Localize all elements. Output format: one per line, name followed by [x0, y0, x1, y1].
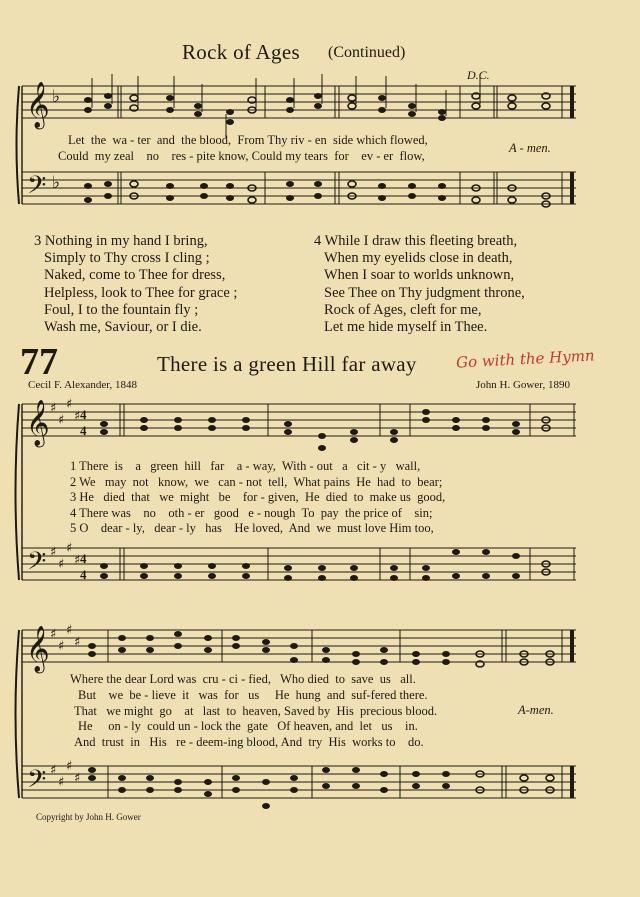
hymn-author: Cecil F. Alexander, 1848	[28, 379, 137, 391]
svg-text:♯: ♯	[66, 759, 73, 774]
verse-4: 4 While I draw this fleeting breath, When my eyelids close in death, When I soar to worlds unknown, See Thee on Thy judgment throne, Rock of Ages, cleft for me, Let me hide myself in Thee.	[314, 233, 525, 336]
svg-text:𝄢: 𝄢	[27, 547, 47, 582]
stanza-1-line-b: Where the dear Lord was cru - ci - fied, Who died to save us all.	[70, 672, 416, 686]
rock-bass-notes	[84, 181, 550, 207]
svg-text:♭: ♭	[52, 173, 61, 193]
hymn-title: There is a green Hill far away	[157, 352, 417, 376]
stanza-5-line-a: 5 O dear - ly, dear - ly has He loved, And we must love Him too,	[70, 521, 434, 536]
rock-continued: (Continued)	[328, 44, 406, 61]
rock-treble-stems	[92, 74, 480, 138]
rock-bass-clef: 𝄢	[27, 171, 47, 206]
svg-text:♯: ♯	[66, 541, 73, 556]
stanza-3-line-b: That we might go at last to heaven, Saved by His precious blood.	[74, 703, 438, 718]
svg-text:♯: ♯	[50, 763, 57, 778]
rock-brace	[17, 86, 20, 204]
stanza-2-line-b: But we be - lieve it was for us He hung and suf-fered there.	[78, 687, 428, 702]
stanza-3-line-a: 3 He died that we might be for - given, He died to make us good,	[70, 490, 446, 505]
svg-text:𝄞: 𝄞	[26, 626, 50, 672]
h77-s2-bass-staff	[22, 766, 576, 798]
stanzas-part-b	[70, 672, 437, 751]
verse-3: 3 Nothing in my hand I bring, Simply to Thy cross I cling ; Naked, come to Thee for dress, Helpless, look to Thee for grace ; Foul, I to the fountain fly ; Wash me, Saviour, or I die.	[34, 233, 238, 336]
verse-3-number: 3	[34, 233, 42, 249]
svg-text:♯: ♯	[74, 635, 81, 650]
stanza-4-line-b: He on - ly could un - lock the gate Of heaven, and let us in.	[78, 719, 418, 734]
copyright-notice: Copyright by John H. Gower	[36, 812, 141, 822]
rock-treble-staff	[22, 86, 576, 118]
svg-text:♯: ♯	[58, 639, 65, 654]
stanza-5-line-b: And trust in His re - deem-ing blood, And try His works to do.	[74, 735, 424, 750]
svg-text:♯: ♯	[74, 409, 81, 424]
svg-text:4: 4	[80, 551, 87, 566]
svg-text:♯: ♯	[66, 397, 73, 412]
hymn-composer: John H. Gower, 1890	[476, 379, 570, 391]
svg-text:♯: ♯	[74, 771, 81, 786]
svg-text:♯: ♯	[58, 775, 65, 790]
hymn-number: 77	[20, 341, 58, 383]
svg-text:4: 4	[80, 567, 87, 582]
svg-text:♭: ♭	[52, 87, 61, 107]
svg-text:𝄢: 𝄢	[27, 765, 47, 800]
svg-text:♯: ♯	[58, 413, 65, 428]
rock-bass-staff	[22, 172, 576, 204]
stanza-2-line-a: 2 We may not know, we can - not tell, What pains He had to bear;	[70, 474, 443, 489]
rock-lyrics-line2: Could my zeal no res - pite know, Could my tears for ev - er flow,	[58, 149, 425, 163]
svg-text:♯: ♯	[66, 623, 73, 638]
rock-title: Rock of Ages	[182, 40, 300, 64]
rock-treble-clef: 𝄞	[26, 82, 50, 128]
svg-text:4: 4	[80, 423, 87, 438]
dc-marking: D.C.	[467, 68, 490, 82]
stanzas-part-a	[70, 459, 445, 537]
h77-s2-bass-notes	[88, 767, 554, 809]
svg-text:𝄞: 𝄞	[26, 400, 50, 446]
rock-amen: A - men.	[509, 141, 551, 155]
handwritten-annotation: Go with the Hymn	[455, 346, 596, 372]
svg-text:♯: ♯	[74, 553, 81, 568]
rock-lyrics-line1: Let the wa - ter and the blood, From Thy riv - en side which flowed,	[68, 133, 428, 147]
svg-text:♯: ♯	[58, 557, 65, 572]
svg-text:4: 4	[80, 407, 87, 422]
stanza-4-line-a: 4 There was no oth - er good e - nough To pay the price of sin;	[70, 505, 433, 520]
hymn-amen: A-men.	[518, 703, 554, 717]
svg-text:♯: ♯	[50, 401, 57, 416]
stanza-1-line-a: 1 There is a green hill far a - way, With - out a cit - y wall,	[70, 459, 421, 473]
svg-text:♯: ♯	[50, 545, 57, 560]
h77-s2-treble-staff	[22, 630, 576, 662]
h77-s1-treble-notes	[100, 409, 550, 451]
verse-4-number: 4	[314, 233, 322, 249]
svg-text:♯: ♯	[50, 627, 57, 642]
h77-s1-bass-notes	[100, 549, 550, 581]
